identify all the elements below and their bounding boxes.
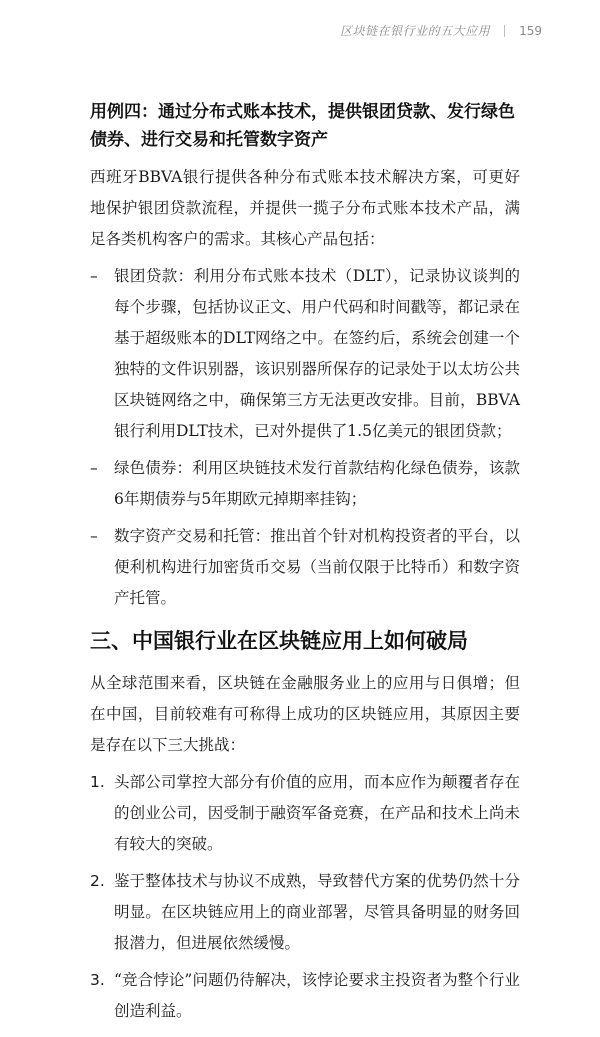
page-body [90,98,520,1037]
section-heading: 三、中国银行业在区块链应用上如何破局 [90,629,468,653]
bullet-item [90,453,520,515]
numbered-text: 头部公司掌控大部分有价值的应用，而本应作为颠覆者存在的创业公司，因受制于融资军备竞赛，在产品和技术上尚未有较大的突破。 [114,773,520,853]
numbered-text: “竞合悖论”问题仍待解决，该悖论要求主投资者为整个行业创造利益。 [114,971,520,1020]
dash-marker: – [90,459,98,477]
section-intro-paragraph: 从全球范围来看，区块链在金融服务业上的应用与日俱增；但在中国，目前较难有可称得上成功的区块链应用，其原因主要是存在以下三大挑战： [90,674,520,754]
bullet-item [90,261,520,447]
dash-marker: – [90,527,98,545]
bullet-item [90,521,520,614]
number-marker: 3. [90,971,105,989]
bullet-text: 数字资产交易和托管：推出首个针对机构投资者的平台，以便利机构进行加密货币交易（当前仅限于比特币）和数字资产托管。 [114,527,520,607]
numbered-text: 鉴于整体技术与协议不成熟，导致替代方案的优势仍然十分明显。在区块链应用上的商业部署，尽管具备明显的财务回报潜力，但进展依然缓慢。 [114,872,520,952]
running-header-title: 区块链在银行业的五大应用 [340,24,491,38]
page-number: 159 [519,23,542,38]
running-header [340,22,542,39]
numbered-item [90,965,520,1027]
number-marker: 1. [90,773,105,791]
case-intro-paragraph: 西班牙BBVA银行提供各种分布式账本技术解决方案，可更好地保护银团贷款流程，并提供一揽子分布式账本技术产品，满足各类机构客户的需求。其核心产品包括： [90,168,520,248]
product-bullet-list [90,261,520,614]
bullet-text: 银团贷款：利用分布式账本技术（DLT），记录协议谈判的每个步骤，包括协议正文、用户代码和时间戳等，都记录在基于超级账本的DLT网络之中。在签约后，系统会创建一个独特的文件识别器，该识别器所保存的记录处于以太坊公共区块链网络之中，确保第三方无法更改安排。目前，BBVA银行利用DLT技术，已对外提供了1.5亿美元的银团贷款； [114,267,520,440]
challenge-list [90,767,520,1027]
case-heading: 用例四：通过分布式账本技术，提供银团贷款、发行绿色债券、进行交易和托管数字资产 [90,102,515,150]
header-divider [504,25,505,37]
bullet-text: 绿色债券：利用区块链技术发行首款结构化绿色债券，该款6年期债券与5年期欧元掉期率挂钩； [114,459,520,508]
number-marker: 2. [90,872,105,890]
dash-marker: – [90,267,98,285]
numbered-item [90,767,520,860]
numbered-item [90,866,520,959]
